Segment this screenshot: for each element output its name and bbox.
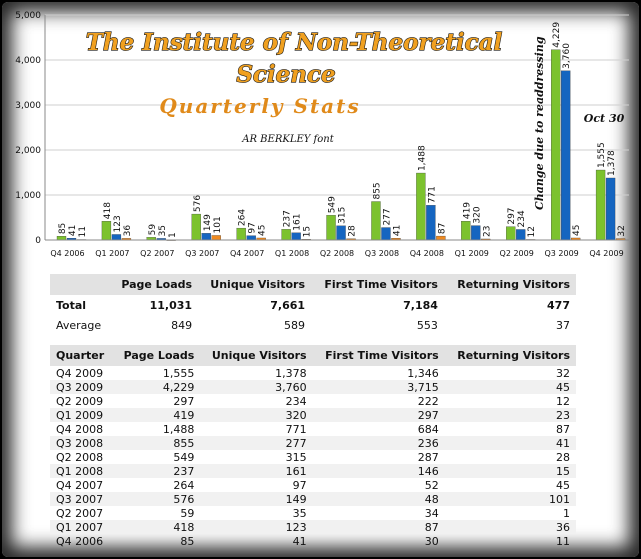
table-row [50,450,576,464]
chart-font-note: AR BERKLEY font [242,134,334,145]
x-tick-label: Q1 2007 [95,249,130,258]
bar [561,71,570,240]
x-tick-label: Q3 2009 [544,249,579,258]
x-tick-label: Q3 2008 [364,249,400,258]
table-cell: 297 [313,408,445,422]
bar [212,235,221,240]
data-label: 32 [617,225,628,237]
table-cell: 477 [547,298,570,312]
bar [337,226,346,240]
data-label: 149 [202,214,213,232]
table-cell: 87 [313,520,445,534]
table-cell: 277 [200,436,312,450]
x-tick-label: Q4 2006 [50,249,85,258]
table-cell: 236 [313,436,445,450]
x-tick-label: Q4 2008 [409,249,444,258]
table-row [50,408,576,422]
data-label: 1,378 [607,150,618,176]
table-row [50,366,576,380]
chart-title-line1: The Institute of Non-Theoretical [85,29,503,56]
data-label: 1,555 [597,142,608,169]
data-label: 161 [292,213,303,231]
data-label: 771 [427,186,438,204]
x-tick-label: Q1 2008 [274,249,310,258]
table-row [50,478,576,492]
data-label: 234 [517,210,528,228]
table-cell: 35 [292,506,307,520]
table-cell: 297 [173,394,195,408]
data-label: 11 [78,226,88,238]
data-label: 101 [212,216,223,234]
column-header: First Time Visitors [311,274,444,295]
x-tick-label: Q3 2007 [185,249,220,258]
table-cell: 41 [445,436,576,450]
data-label: 237 [282,210,293,228]
table-cell: 222 [417,394,439,408]
data-label: 45 [572,224,583,236]
table-cell: 7,184 [403,298,438,312]
table-cell: 684 [417,422,439,436]
table-cell: 589 [284,318,306,332]
table-cell: 45 [445,380,576,394]
bar [112,234,121,240]
table-cell: Q2 2009 [56,394,104,408]
table-cell: 1,488 [162,422,195,436]
table-cell: 146 [313,464,445,478]
table-row [50,394,576,408]
data-label: 855 [372,182,383,200]
data-label: 576 [192,194,203,213]
x-tick-label: Q2 2007 [140,249,175,258]
table-row [50,520,576,534]
table-cell: 7,661 [270,298,306,312]
data-label: 418 [102,202,113,220]
data-label: 36 [122,224,133,237]
data-label: 315 [337,206,348,224]
data-label: 297 [507,207,518,225]
table-cell: 52 [424,478,439,492]
column-header [50,274,111,295]
y-tick-label: 5,000 [15,11,41,21]
table-cell: Q1 2008 [50,464,113,478]
bar [426,205,435,240]
table-cell: Q3 2007 [50,492,113,506]
table-cell: 1,555 [162,366,195,380]
bar [506,227,515,240]
table-cell: 36 [445,520,576,534]
column-header: Page Loads [113,345,200,366]
table-cell: 855 [113,436,200,450]
bar [606,178,615,240]
table-cell: 85 [180,534,195,548]
bar [436,236,445,240]
table-cell: 32 [556,366,570,380]
table-cell: 237 [113,464,200,478]
data-label: 264 [237,208,248,227]
table-cell: 419 [113,408,200,422]
table-cell: Q1 2009 [50,408,113,422]
table-cell: 1,378 [275,366,307,380]
bar [102,221,111,240]
x-tick-label: Q2 2008 [319,249,355,258]
table-row [50,506,576,520]
table-cell: 161 [200,464,312,478]
data-label: 15 [302,225,313,238]
column-header: Unique Visitors [198,274,311,295]
data-label: 419 [462,201,473,220]
column-header: Quarter [50,345,113,366]
bar [192,214,201,240]
table-cell: Total [56,298,87,312]
column-header: Unique Visitors [200,345,312,366]
y-axis [15,11,45,246]
data-label: 85 [58,222,68,235]
x-tick-label: Q4 2009 [589,249,624,258]
bar [516,229,525,240]
table-cell: 97 [292,478,307,492]
table-cell: Q2 2007 [56,506,104,520]
table-cell: 45 [556,478,570,492]
table-cell: Q2 2008 [56,450,104,464]
table-cell: 11 [556,534,570,548]
column-header: First Time Visitors [313,345,445,366]
table-cell: 576 [113,492,200,506]
column-header: Returning Visitors [444,274,576,295]
x-tick-label: Q2 2009 [499,249,534,258]
table-cell: 15 [445,464,576,478]
table-cell: 315 [285,450,307,464]
data-label: 123 [112,215,123,233]
y-tick-label: 2,000 [15,146,41,156]
data-label: 277 [382,208,393,226]
bar [292,233,301,240]
bar [551,50,560,240]
table-cell: 11,031 [149,298,193,312]
annotation-readdressing: Change due to readdressing [533,36,546,210]
bar [416,173,425,240]
table-cell: 771 [285,422,307,436]
bar [461,221,470,240]
bar-chart [2,2,639,270]
table-cell: 849 [171,318,193,332]
chart-title-line2: Science [236,61,336,88]
table-cell: 12 [556,394,570,408]
table-cell: 48 [313,492,445,506]
data-label: 35 [157,224,168,237]
y-tick-label: 0 [35,236,41,246]
table-cell: 3,715 [313,380,445,394]
data-label: 97 [247,222,258,234]
y-tick-label: 4,000 [15,56,41,66]
table-cell: Q3 2008 [50,436,113,450]
bar [596,170,605,240]
data-label: 320 [472,206,483,224]
table-row [50,534,576,548]
table-cell: Q4 2009 [56,366,104,380]
table-cell: 1,346 [407,366,439,380]
bar [381,228,390,240]
table-cell: 320 [200,408,312,422]
table-cell: Q4 2007 [56,478,104,492]
data-label: 28 [347,225,358,237]
data-label: 23 [482,225,493,237]
table-cell: 101 [445,492,576,506]
bar [282,229,291,240]
table-cell: 4,229 [113,380,200,394]
table-cell: 123 [200,520,312,534]
table-cell: 553 [416,318,438,332]
table-row [50,295,576,315]
table-row [50,436,576,450]
data-label: 45 [257,224,268,236]
data-label: 59 [147,223,158,236]
table-cell: 37 [556,318,570,332]
y-tick-label: 1,000 [15,191,41,201]
bar [371,202,380,240]
bar [247,236,256,240]
table-cell: 28 [556,450,570,464]
table-row [50,464,576,478]
page-frame [2,2,639,557]
bar [471,226,480,240]
data-label: 41 [68,224,78,237]
table-cell: 3,760 [200,380,312,394]
bar [327,215,336,240]
table-cell: 87 [556,422,570,436]
table-cell: Q3 2009 [50,380,113,394]
data-label: 1,488 [417,145,428,172]
table-cell: Q4 2008 [56,422,104,436]
table-cell: 264 [173,478,195,492]
bar [202,233,211,240]
table-cell: Q1 2007 [50,520,113,534]
table-cell: Average [56,318,102,332]
data-label: 3,760 [562,43,573,69]
chart-subtitle: Quarterly Stats [159,94,361,118]
summary-table [50,274,576,335]
data-label: 1 [167,232,178,238]
bar [57,236,66,240]
data-label: 87 [437,222,448,235]
table-row [50,422,576,436]
quarterly-table [50,345,576,548]
table-cell: 41 [292,534,307,548]
table-row [50,315,576,335]
column-header: Page Loads [111,274,199,295]
bar [237,228,246,240]
annotation-oct30: Oct 30 [583,112,625,125]
table-cell: 549 [173,450,195,464]
x-axis [45,240,629,258]
y-tick-label: 3,000 [15,101,41,111]
data-label: 4,229 [552,21,563,48]
x-tick-label: Q4 2007 [230,249,265,258]
table-cell: 30 [424,534,439,548]
table-cell: 418 [113,520,200,534]
column-header: Returning Visitors [445,345,576,366]
table-cell: 234 [285,394,307,408]
table-cell: Q4 2006 [56,534,104,548]
table-cell: 34 [424,506,439,520]
x-tick-label: Q1 2009 [454,249,489,258]
table-cell: 23 [445,408,576,422]
table-cell: 1 [563,506,570,520]
data-label: 41 [392,224,403,237]
data-label: 549 [327,196,338,214]
table-cell: 149 [200,492,312,506]
table-cell: 59 [180,506,195,520]
table-row [50,492,576,506]
data-label: 12 [527,226,538,238]
table-row [50,380,576,394]
table-cell: 287 [417,450,439,464]
